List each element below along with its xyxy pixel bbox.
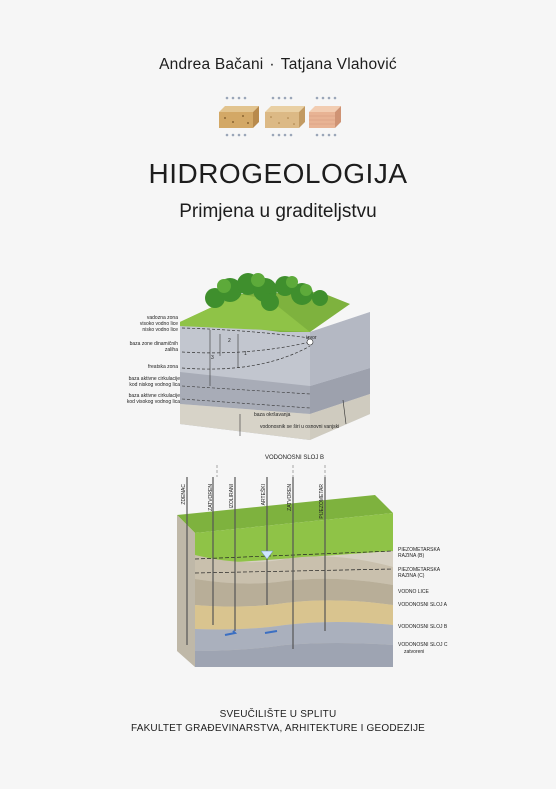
author-separator: · <box>269 56 275 73</box>
well-label-2: ZATVOREN <box>208 484 214 511</box>
well-label-4: ARTEŠKI <box>261 484 267 506</box>
label-piezometric-c: PIEZOMETARSKA RAZINA (C) <box>398 567 440 579</box>
label-water-table: VODNO LICE <box>398 589 429 595</box>
author-1: Andrea Bačani <box>159 56 264 73</box>
label-aquifer-c: VODONOSNI SLOJ C <box>398 642 448 648</box>
zone-number-1: 1 <box>244 351 247 357</box>
well-label-6: PIJEZOMETAR <box>319 484 325 519</box>
author-2: Tatjana Vlahović <box>280 56 397 73</box>
label-circulation-low: baza aktivne cirkulacije kod niskog vodnog lica <box>128 376 180 388</box>
well-label-5: ZATVOREN <box>287 484 293 511</box>
book-title: HIDROGEOLOGIJA <box>148 158 408 189</box>
label-aquifer-b: VODONOSNI SLOJ B <box>398 624 448 630</box>
book-subtitle: Primjena u graditeljstvu <box>179 201 377 222</box>
label-aquifer-a: VODONOSNI SLOJ A <box>398 602 447 608</box>
soil-samples-logo <box>213 94 345 142</box>
authors <box>0 56 556 74</box>
label-phreatic-zone: freatska zona <box>147 364 178 370</box>
publisher <box>0 708 556 736</box>
label-low-water-table: nisko vodno lice <box>142 327 178 333</box>
label-vadose-zone: vadozna zona <box>146 315 178 321</box>
label-karst-base: baza okršavanja <box>254 412 291 418</box>
university-name: SVEUČILIŠTE U SPLITU <box>219 709 337 720</box>
label-aquifer-extends: vodonosnik se širi u osnovni vanjski <box>260 424 340 430</box>
label-high-water-table: visoko vodno lice <box>139 321 178 327</box>
well-label-1: ZDENAC <box>181 484 187 505</box>
zone-number-3: 3 <box>211 355 214 361</box>
label-aquifer-b-top: VODONOSNI SLOJ B <box>265 455 325 461</box>
label-spring: izvor <box>306 335 317 341</box>
zone-number-2: 2 <box>228 338 231 344</box>
label-circulation-high: baza aktivne cirkulacije kod visokog vodnog lica <box>126 393 180 405</box>
well-label-3: IZOLIRANI <box>229 484 235 509</box>
faculty-name: FAKULTET GRAĐEVINARSTVA, ARHITEKTURE I GEODEZIJE <box>130 723 426 734</box>
label-confined: zatvoreni <box>404 649 425 655</box>
label-piezometric-b: PIEZOMETARSKA RAZINA (B) <box>398 547 440 559</box>
label-dynamic-reserves-base: baza zone dinamičnih zaliha <box>129 341 178 353</box>
